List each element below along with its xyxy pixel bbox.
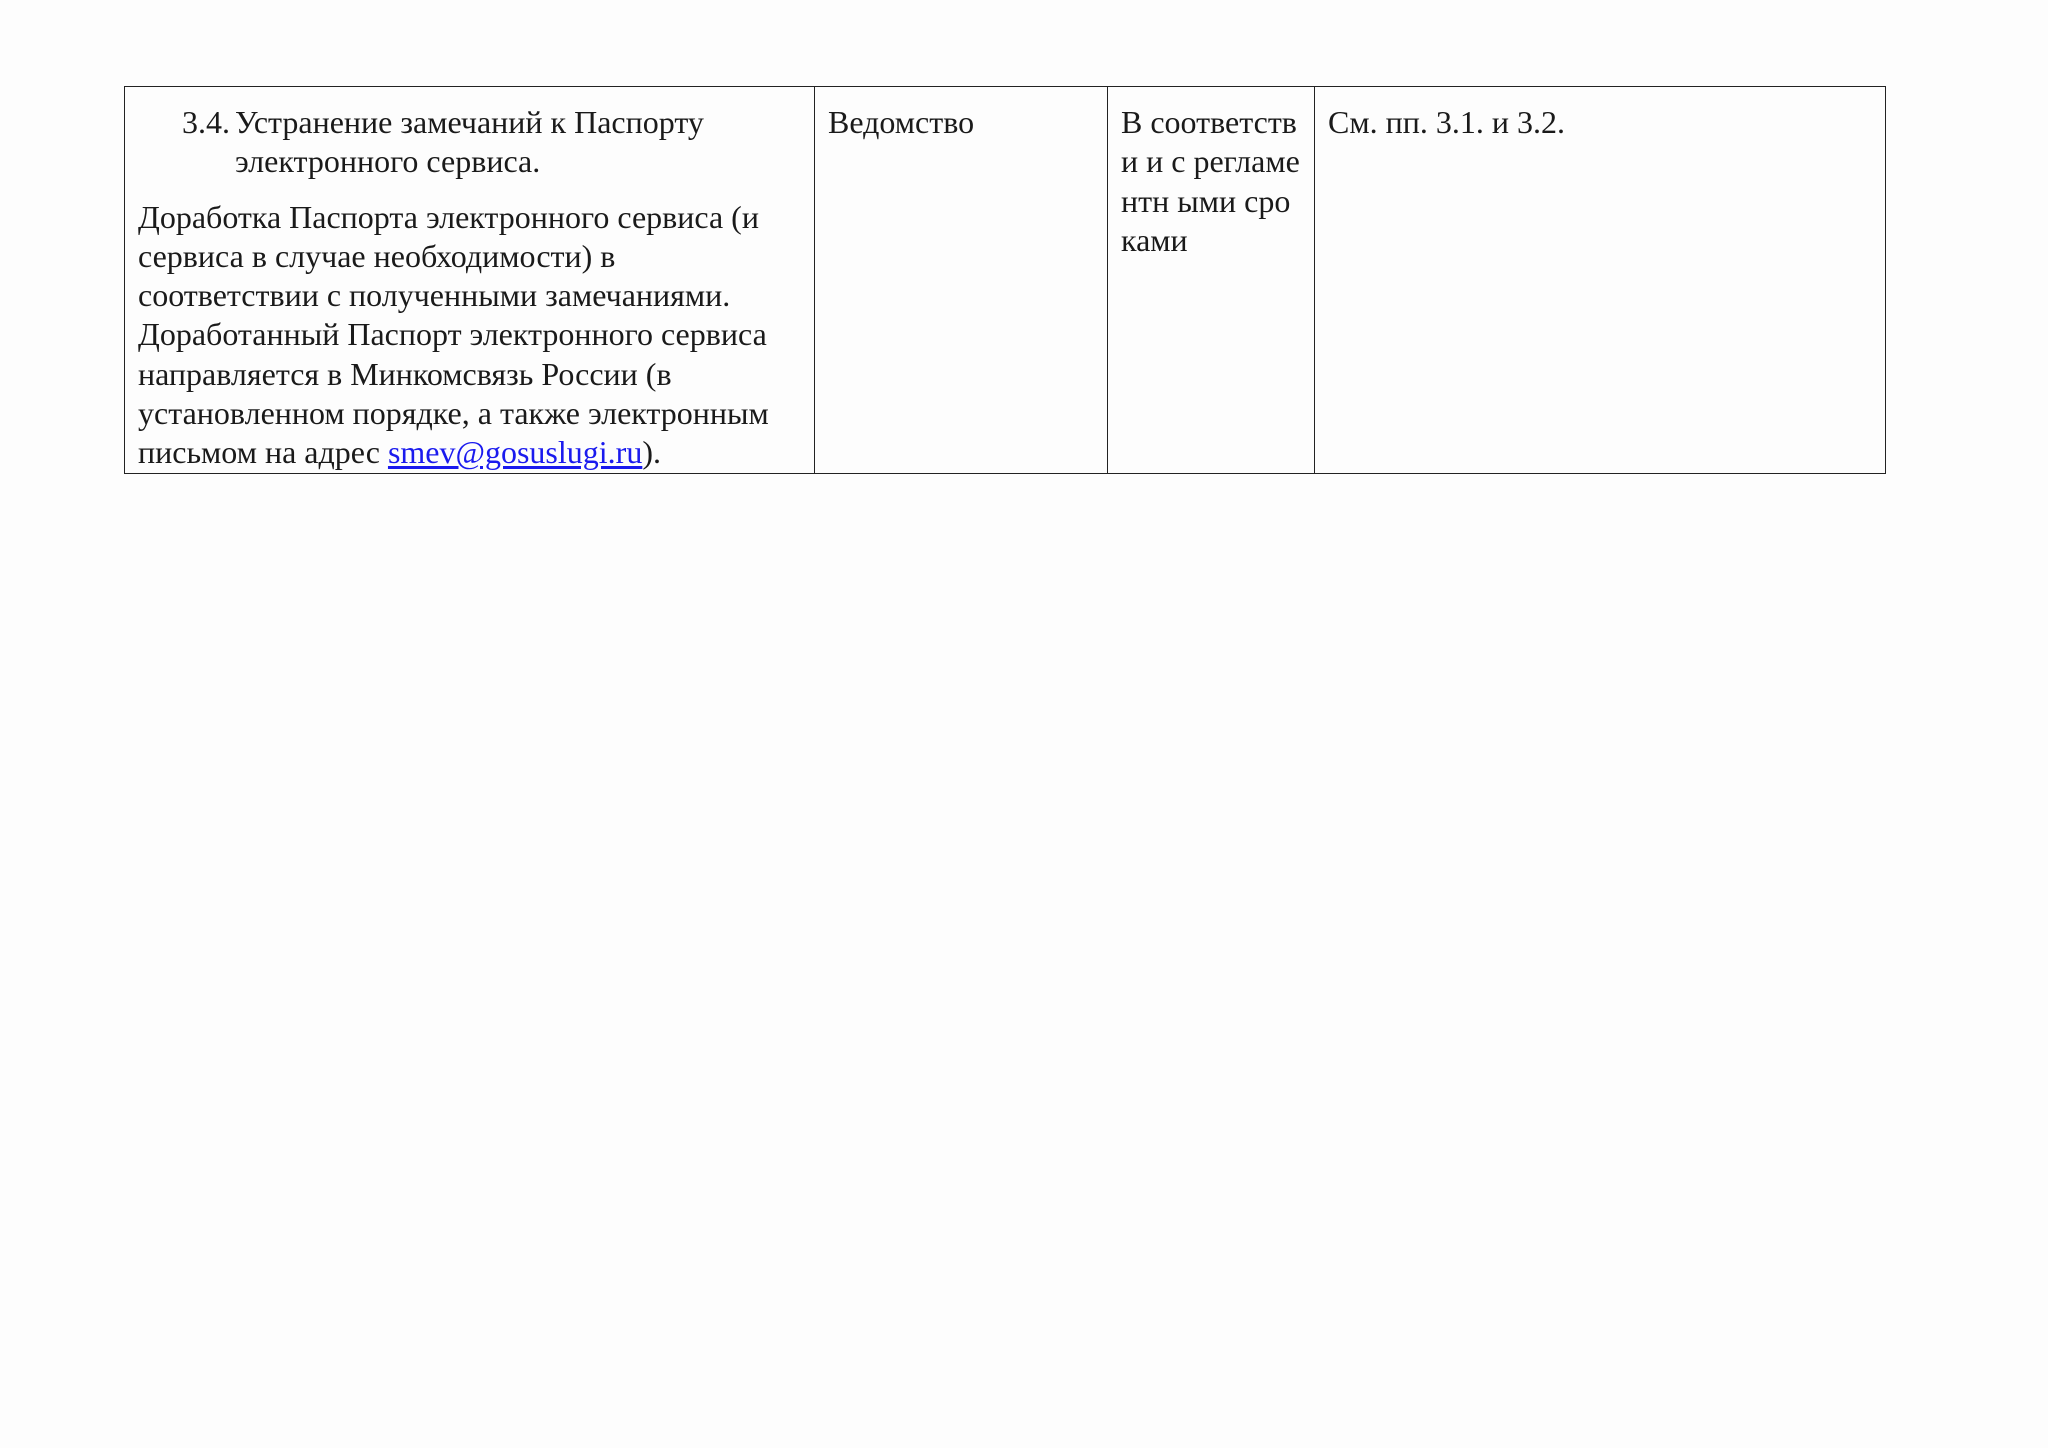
table-row xyxy=(125,87,1886,474)
responsible-cell xyxy=(815,87,1108,474)
description-text: Доработка Паспорта электронного сервиса (и сервиса в случае необходимости) в соответствии с полученными замечаниями. Доработанный Паспорт электронного сервиса направляется в Минкомсвязь России (в установленном порядке, а также электронным письмом на адрес xyxy=(138,198,769,471)
reference-text: См. пп. 3.1. и 3.2. xyxy=(1328,104,1565,140)
item-heading xyxy=(138,103,802,182)
reference-cell xyxy=(1315,87,1886,474)
deadline-text: В соответстви и с регламентн ыми сроками xyxy=(1121,104,1300,258)
description-end: ). xyxy=(642,434,661,471)
item-description xyxy=(138,198,802,473)
email-link[interactable]: smev@gosuslugi.ru xyxy=(387,434,643,471)
procedure-table xyxy=(124,86,1886,474)
deadline-cell xyxy=(1108,87,1315,474)
responsible-text: Ведомство xyxy=(828,104,975,140)
stage-description-cell xyxy=(125,87,815,474)
item-title: Устранение замечаний к Паспорту электронного сервиса. xyxy=(235,104,704,180)
item-number: 3.4. xyxy=(182,104,230,140)
